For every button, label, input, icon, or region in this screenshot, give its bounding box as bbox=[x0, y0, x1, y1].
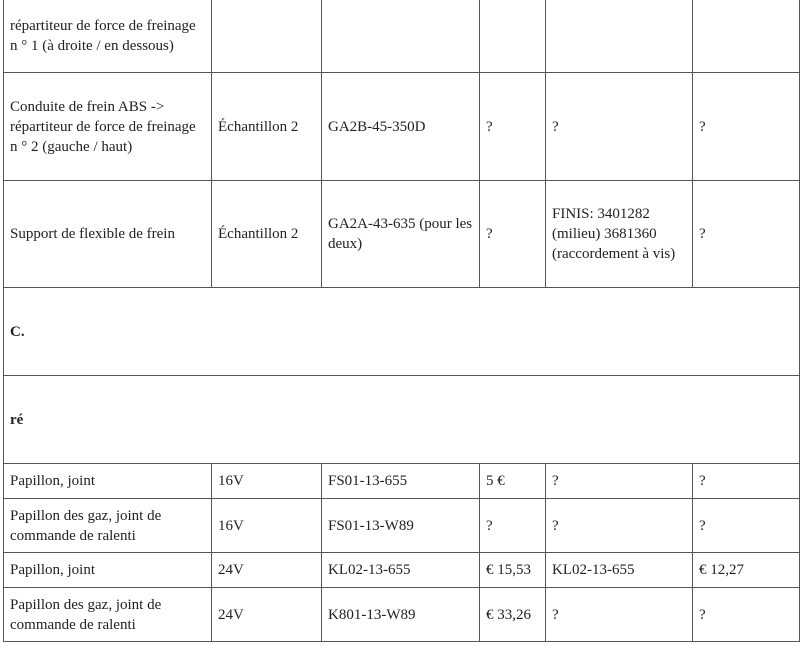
alt-price-cell: ? bbox=[693, 181, 800, 288]
table-row bbox=[4, 588, 800, 642]
part-number-cell: K801-13-W89 bbox=[322, 588, 480, 642]
part-number-cell: GA2A-43-635 (pour les deux) bbox=[322, 181, 480, 288]
engine-cell: 24V bbox=[212, 588, 322, 642]
engine-cell: 24V bbox=[212, 553, 322, 588]
part-number-cell: KL02-13-655 bbox=[322, 553, 480, 588]
section-heading-d: ré bbox=[4, 376, 800, 464]
alt-number-cell: ? bbox=[546, 588, 693, 642]
table-row bbox=[4, 499, 800, 553]
price-cell: ? bbox=[480, 181, 546, 288]
engine-cell: 16V bbox=[212, 499, 322, 553]
sample-cell: Échantillon 2 bbox=[212, 181, 322, 288]
alt-price-cell: ? bbox=[693, 588, 800, 642]
part-number-cell: FS01-13-W89 bbox=[322, 499, 480, 553]
alt-price-cell: ? bbox=[693, 499, 800, 553]
alt-price-cell: ? bbox=[693, 464, 800, 499]
section-heading-c: C. bbox=[4, 288, 800, 376]
alt-price-cell: ? bbox=[693, 73, 800, 181]
part-name-cell: Papillon, joint bbox=[4, 553, 212, 588]
alt-number-cell: ? bbox=[546, 73, 693, 181]
price-cell: 5 € bbox=[480, 464, 546, 499]
price-cell: ? bbox=[480, 73, 546, 181]
price-cell bbox=[480, 0, 546, 73]
alt-number-cell: KL02-13-655 bbox=[546, 553, 693, 588]
part-name-cell: Conduite de frein ABS -> répartiteur de force de freinage n ° 2 (gauche / haut) bbox=[4, 73, 212, 181]
alt-price-cell bbox=[693, 0, 800, 73]
table-row bbox=[4, 553, 800, 588]
table-row bbox=[4, 181, 800, 288]
section-row-d bbox=[4, 376, 800, 464]
engine-cell: 16V bbox=[212, 464, 322, 499]
section-row-c bbox=[4, 288, 800, 376]
part-name-cell: Papillon des gaz, joint de commande de ralenti bbox=[4, 588, 212, 642]
price-cell: € 33,26 bbox=[480, 588, 546, 642]
table-row bbox=[4, 73, 800, 181]
part-number-cell bbox=[322, 0, 480, 73]
sample-cell bbox=[212, 0, 322, 73]
alt-number-cell bbox=[546, 0, 693, 73]
table-row bbox=[4, 0, 800, 73]
alt-number-cell: ? bbox=[546, 464, 693, 499]
part-name-cell: Support de flexible de frein bbox=[4, 181, 212, 288]
parts-table bbox=[3, 0, 800, 642]
alt-price-cell: € 12,27 bbox=[693, 553, 800, 588]
alt-number-cell: FINIS: 3401282 (milieu) 3681360 (raccordement à vis) bbox=[546, 181, 693, 288]
part-name-cell: répartiteur de force de freinage n ° 1 (à droite / en dessous) bbox=[4, 0, 212, 73]
part-name-cell: Papillon des gaz, joint de commande de ralenti bbox=[4, 499, 212, 553]
part-number-cell: FS01-13-655 bbox=[322, 464, 480, 499]
part-name-cell: Papillon, joint bbox=[4, 464, 212, 499]
price-cell: ? bbox=[480, 499, 546, 553]
table-row bbox=[4, 464, 800, 499]
alt-number-cell: ? bbox=[546, 499, 693, 553]
part-number-cell: GA2B-45-350D bbox=[322, 73, 480, 181]
price-cell: € 15,53 bbox=[480, 553, 546, 588]
sample-cell: Échantillon 2 bbox=[212, 73, 322, 181]
